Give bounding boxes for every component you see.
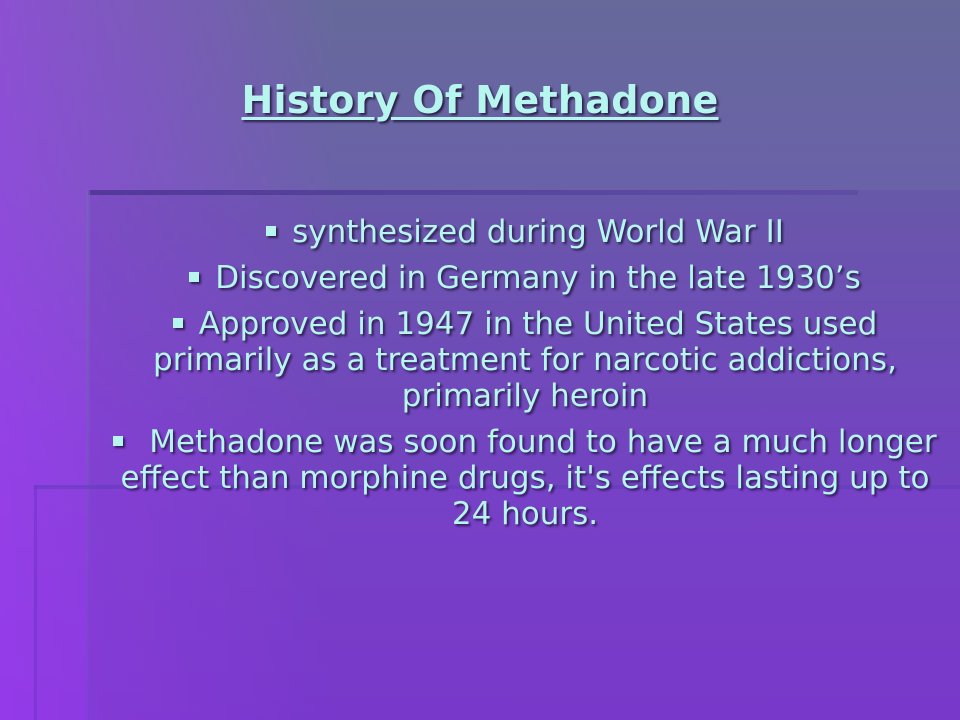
bullet-item [110, 306, 940, 414]
bullet-list [110, 214, 947, 542]
bullet-item [110, 424, 947, 532]
bullet-item [110, 260, 940, 296]
bullet-text: synthesized during World War II [292, 214, 784, 250]
bullet-item [110, 214, 940, 250]
background-panel-lower-edge [34, 485, 37, 720]
square-bullet-icon [266, 226, 276, 236]
bullet-text: Discovered in Germany in the late 1930’s [215, 260, 861, 296]
square-bullet-icon [189, 272, 199, 282]
background-panel-upper-divider [88, 190, 858, 195]
square-bullet-icon [113, 436, 123, 446]
slide-title: History Of Methadone [241, 78, 719, 122]
bullet-text: Methadone was soon found to have a much longer effect than morphine drugs, it's effects lasting up to 24 hours. [120, 424, 947, 532]
bullet-text: Approved in 1947 in the United States used primarily as a treatment for narcotic addictions, primarily heroin [153, 306, 897, 414]
square-bullet-icon [173, 318, 183, 328]
